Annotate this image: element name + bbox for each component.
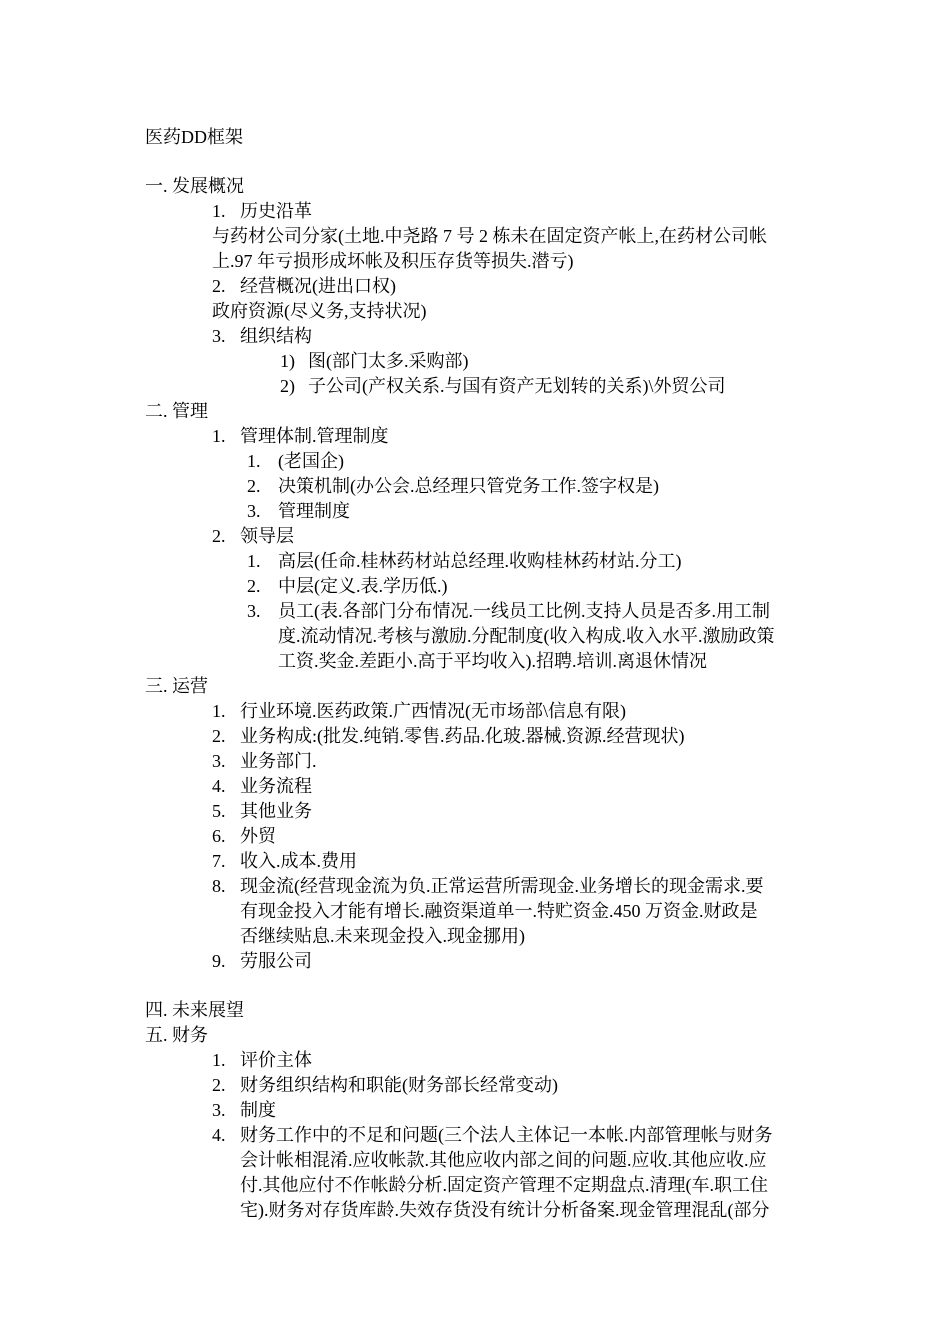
list-item: 组织结构: [240, 326, 312, 346]
list-item: 行业环境.医药政策.广西情况(无市场部\信息有限): [240, 701, 626, 721]
list-item-continuation: 否继续贴息.未来现金投入.现金挪用): [240, 926, 525, 946]
list-item: 现金流(经营现金流为负.正常运营所需现金.业务增长的现金需求.要: [240, 876, 764, 896]
list-item: 子公司(产权关系.与国有资产无划转的关系)\外贸公司: [308, 376, 726, 396]
paragraph-line: 上.97 年亏损形成坏帐及积压存货等损失.潜亏): [212, 251, 574, 271]
document-title: 医药DD框架: [145, 127, 243, 147]
list-item: 制度: [240, 1100, 276, 1120]
list-number: 6.: [212, 826, 226, 846]
list-number: 3.: [212, 751, 226, 771]
list-item: 收入.成本.费用: [240, 851, 357, 871]
list-item: 历史沿革: [240, 201, 312, 221]
section-heading: 五. 财务: [145, 1025, 208, 1045]
list-item: 图(部门太多.采购部): [308, 351, 469, 371]
list-item: 业务流程: [240, 776, 312, 796]
paragraph-line: 与药材公司分家(土地.中尧路 7 号 2 栋未在固定资产帐上,在药材公司帐: [212, 226, 767, 246]
list-item-continuation: 付.其他应付不作帐龄分析.固定资产管理不定期盘点.清理(车.职工住: [240, 1175, 768, 1195]
list-item: 中层(定义.表.学历低.): [278, 576, 448, 596]
list-number: 2.: [212, 276, 226, 296]
list-number: 2): [280, 376, 295, 396]
list-number: 3.: [247, 601, 261, 621]
section-heading: 四. 未来展望: [145, 1000, 244, 1020]
list-number: 4.: [212, 1125, 226, 1145]
list-number: 1.: [247, 551, 261, 571]
list-number: 1.: [212, 426, 226, 446]
list-item-continuation: 有现金投入才能有增长.融资渠道单一.特贮资金.450 万资金.财政是: [240, 901, 758, 921]
list-item: 财务组织结构和职能(财务部长经常变动): [240, 1075, 558, 1095]
section-heading: 一. 发展概况: [145, 176, 244, 196]
list-item: 管理体制.管理制度: [240, 426, 389, 446]
list-item: 领导层: [240, 526, 294, 546]
list-number: 4.: [212, 776, 226, 796]
list-number: 2.: [247, 476, 261, 496]
list-number: 5.: [212, 801, 226, 821]
list-item: 业务部门.: [240, 751, 317, 771]
list-number: 2.: [212, 726, 226, 746]
list-number: 3.: [212, 1100, 226, 1120]
list-item: 业务构成:(批发.纯销.零售.药品.化玻.器械.资源.经营现状): [240, 726, 685, 746]
list-number: 9.: [212, 951, 226, 971]
list-item: 决策机制(办公会.总经理只管党务工作.签字权是): [278, 476, 659, 496]
list-item: 员工(表.各部门分布情况.一线员工比例.支持人员是否多.用工制: [278, 601, 770, 621]
list-item-continuation: 工资.奖金.差距小.高于平均收入).招聘.培训.离退休情况: [278, 651, 707, 671]
list-item-continuation: 会计帐相混淆.应收帐款.其他应收内部之间的问题.应收.其他应收.应: [240, 1150, 767, 1170]
list-item: 高层(任命.桂林药材站总经理.收购桂林药材站.分工): [278, 551, 682, 571]
list-number: 1.: [212, 701, 226, 721]
paragraph-line: 政府资源(尽义务,支持状况): [212, 301, 427, 321]
list-number: 1): [280, 351, 295, 371]
list-item: 经营概况(进出口权): [240, 276, 396, 296]
list-item-continuation: 度.流动情况.考核与激励.分配制度(收入构成.收入水平.激励政策: [278, 626, 775, 646]
list-number: 1.: [212, 1050, 226, 1070]
list-item: 管理制度: [278, 501, 350, 521]
list-item: 外贸: [240, 826, 276, 846]
list-number: 3.: [247, 501, 261, 521]
list-number: 2.: [212, 1075, 226, 1095]
list-number: 7.: [212, 851, 226, 871]
list-number: 3.: [212, 326, 226, 346]
list-number: 1.: [212, 201, 226, 221]
list-number: 8.: [212, 876, 226, 896]
list-item: 劳服公司: [240, 951, 312, 971]
list-item-continuation: 宅).财务对存货库龄.失效存货没有统计分析备案.现金管理混乱(部分: [240, 1200, 770, 1220]
section-heading: 二. 管理: [145, 401, 208, 421]
list-item: 评价主体: [240, 1050, 312, 1070]
list-number: 2.: [247, 576, 261, 596]
list-number: 1.: [247, 451, 261, 471]
list-item: 其他业务: [240, 801, 312, 821]
list-item: (老国企): [278, 451, 344, 471]
list-number: 2.: [212, 526, 226, 546]
list-item: 财务工作中的不足和问题(三个法人主体记一本帐.内部管理帐与财务: [240, 1125, 773, 1145]
section-heading: 三. 运营: [145, 676, 208, 696]
